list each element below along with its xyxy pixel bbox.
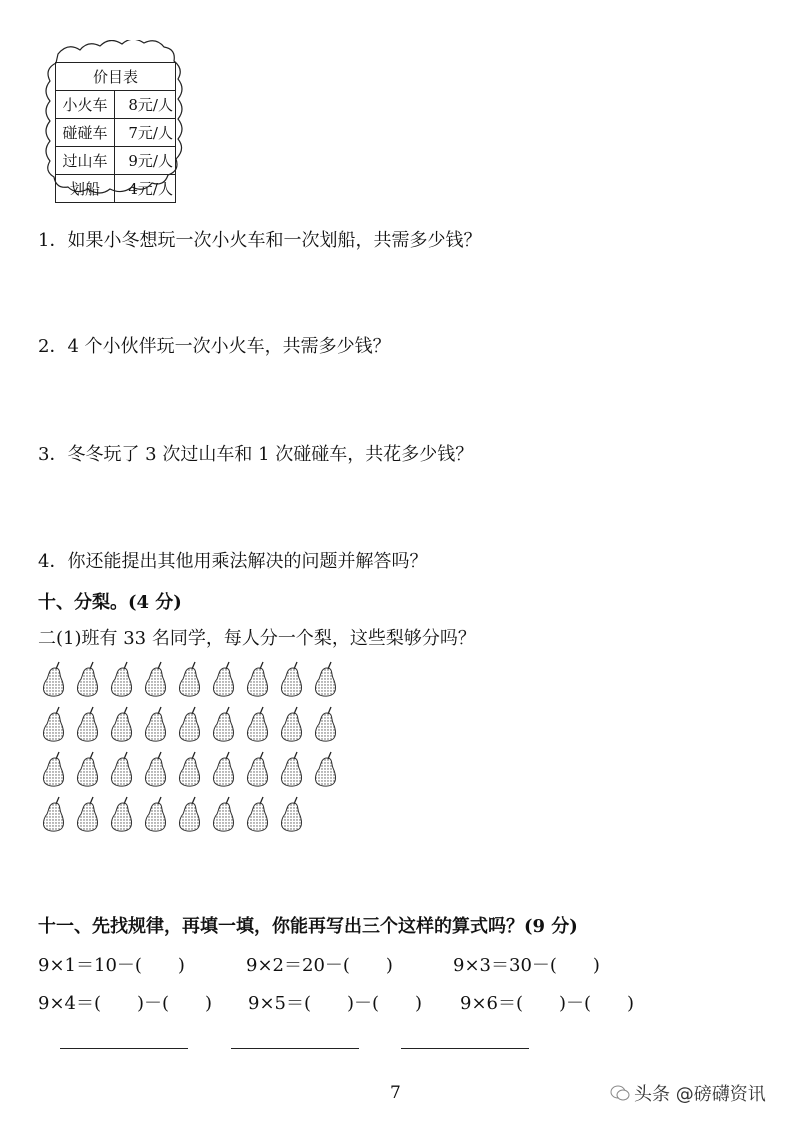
pear-icon [274, 750, 308, 795]
pear-icon [206, 660, 240, 705]
section-10-problem: 二(1)班有 33 名同学，每人分一个梨，这些梨够分吗？ [38, 628, 476, 649]
pear-icon [70, 660, 104, 705]
pear-icon [206, 750, 240, 795]
pear-icon [274, 795, 308, 840]
price-table [55, 62, 176, 203]
pear-row [36, 750, 346, 795]
pear-icon [172, 705, 206, 750]
watermark [610, 1080, 766, 1106]
pear-icon [104, 660, 138, 705]
watermark-text: 头条 @磅礴资讯 [634, 1084, 766, 1105]
equation: 9×3＝30－( ) [453, 955, 600, 976]
table-row [56, 175, 176, 203]
pear-icon [308, 705, 342, 750]
pear-grid [36, 660, 346, 840]
pear-icon [240, 705, 274, 750]
answer-blank-1[interactable] [60, 1047, 188, 1049]
answer-blank-2[interactable] [231, 1047, 359, 1049]
pear-icon [70, 705, 104, 750]
pear-icon [36, 750, 70, 795]
pear-icon [206, 705, 240, 750]
question-2: 2．4 个小伙伴玩一次小火车，共需多少钱？ [38, 336, 391, 357]
wechat-icon [610, 1084, 630, 1102]
answer-blank-3[interactable] [401, 1047, 529, 1049]
equation: 9×6＝( )－( ) [460, 993, 635, 1014]
pear-icon [138, 705, 172, 750]
question-3: 3．冬冬玩了 3 次过山车和 1 次碰碰车，共花多少钱？ [38, 444, 474, 465]
section-11-heading: 十一、先找规律，再填一填，你能再写出三个这样的算式吗？(9 分) [38, 916, 578, 937]
pear-row [36, 660, 346, 705]
pear-icon [138, 795, 172, 840]
pear-icon [36, 795, 70, 840]
item-name: 碰碰车 [56, 119, 115, 147]
pear-row [36, 795, 346, 840]
pear-icon [104, 750, 138, 795]
pear-icon [206, 795, 240, 840]
table-row [56, 119, 176, 147]
pear-icon [138, 660, 172, 705]
table-row [56, 147, 176, 175]
item-price: 7元/人 [114, 119, 175, 147]
question-4: 4．你还能提出其他用乘法解决的问题并解答吗？ [38, 551, 428, 572]
item-price: 4元/人 [114, 175, 175, 203]
item-name: 过山车 [56, 147, 115, 175]
pear-icon [172, 660, 206, 705]
page-number: 7 [390, 1083, 401, 1103]
pear-icon [36, 660, 70, 705]
equation: 9×5＝( )－( ) [248, 993, 423, 1014]
price-table-title: 价目表 [56, 63, 176, 91]
item-name: 小火车 [56, 91, 115, 119]
pear-icon [172, 750, 206, 795]
pear-icon [240, 750, 274, 795]
table-row [56, 91, 176, 119]
pear-row [36, 705, 346, 750]
pear-icon [104, 795, 138, 840]
item-name: 划船 [56, 175, 115, 203]
pear-icon [70, 795, 104, 840]
equation: 9×2＝20－( ) [246, 955, 393, 976]
pear-icon [240, 795, 274, 840]
equation: 9×4＝( )－( ) [38, 993, 213, 1014]
item-price: 9元/人 [114, 147, 175, 175]
pear-icon [36, 705, 70, 750]
pear-icon [70, 750, 104, 795]
pear-icon [274, 660, 308, 705]
pear-icon [274, 705, 308, 750]
equation: 9×1＝10－( ) [38, 955, 185, 976]
question-1: 1．如果小冬想玩一次小火车和一次划船，共需多少钱？ [38, 230, 482, 251]
pear-icon [308, 660, 342, 705]
item-price: 8元/人 [114, 91, 175, 119]
pear-icon [172, 795, 206, 840]
pear-icon [138, 750, 172, 795]
section-10-heading: 十、分梨。(4 分) [38, 592, 182, 613]
pear-icon [240, 660, 274, 705]
pear-icon [104, 705, 138, 750]
pear-icon [308, 750, 342, 795]
